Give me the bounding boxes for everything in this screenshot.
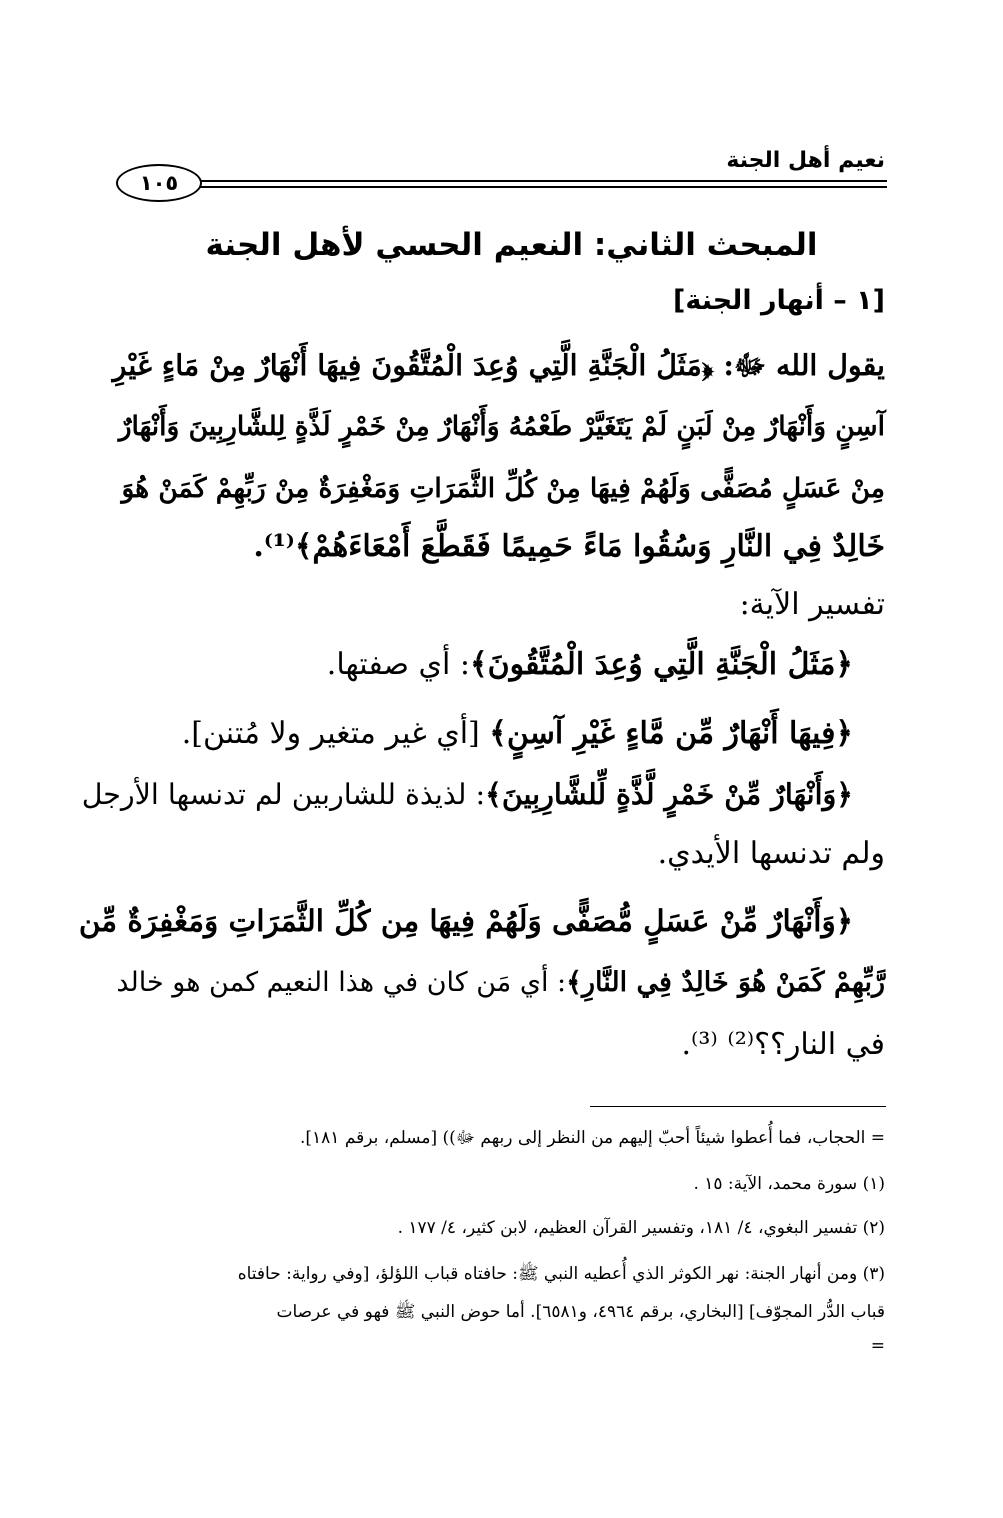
tafsir-label: تفسير الآية:: [739, 587, 885, 622]
verse-line: آسِنٍ وَأَنْهَارٌ مِنْ لَبَنٍ لَمْ يَتَغَيَّرْ طَعْمُهُ وَأَنْهَارٌ مِنْ خَمْرٍ لَذَّةٍ لِلشَّارِبِينَ وَأَنْهَارٌ: [118, 411, 885, 442]
verse-comment: [أي غير متغير ولا مُتنن].: [181, 716, 490, 751]
footnote: (٣) ومن أنهار الجنة: نهر الكوثر الذي أُعطيه النبي ﷺ: حافتاه قباب اللؤلؤ، [وفي رواية: حافتاه: [237, 1264, 885, 1284]
verse-quote: ﴿مَثَلُ الْجَنَّةِ الَّتِي وُعِدَ الْمُتَّقُونَ﴾: [470, 647, 853, 682]
verse-comment: : أي مَن كان في هذا النعيم كمن هو خالد: [116, 967, 567, 998]
verse-line: ﴿وَأَنْهَارٌ مِّنْ عَسَلٍ مُّصَفًّى وَلَهُمْ فِيهَا مِن كُلِّ الثَّمَرَاتِ وَمَغْفِرَةٌ مِّن: [78, 903, 853, 938]
running-title: نعيم أهل الجنة: [726, 148, 885, 173]
verse-comment: : لذيذة للشاربين لم تدنسها الأرجل: [81, 778, 486, 811]
footnote-rule: [590, 1106, 886, 1107]
verse-quote: ﴿وَأَنْهَارٌ مِّنْ خَمْرٍ لَّذَّةٍ لِّلشَّارِبِينَ﴾: [485, 777, 853, 811]
tafsir-entry: [182, 703, 853, 765]
page-number-badge: [116, 164, 202, 202]
verse-quote: ﴿فِيهَا أَنْهَارٌ مِّن مَّاءٍ غَيْرِ آسِنٍ﴾: [489, 716, 853, 751]
verse-comment-continuation: ولم تدنسها الأيدي.: [657, 836, 885, 871]
header-rule: [196, 186, 887, 188]
section-heading: المبحث الثاني: النعيم الحسي لأهل الجنة: [205, 227, 818, 263]
verse-comment: : أي صفتها.: [326, 647, 470, 682]
header-rule: [196, 180, 887, 182]
footnote: قباب الدُّر المجوّف] [البخاري، برقم ٤٩٦٤، و٦٥٨١]. أما حوض النبي ﷺ فهو في عرصات: [276, 1302, 885, 1322]
verse-line: مِنْ عَسَلٍ مُصَفًّى وَلَهُمْ فِيهَا مِنْ كُلِّ الثَّمَرَاتِ وَمَغْفِرَةٌ مِنْ رَبِّهِمْ كَمَنْ هُوَ: [121, 473, 885, 504]
tafsir-entry: [82, 763, 853, 826]
footnote: (١) سورة محمد، الآية: ١٥ .: [693, 1174, 885, 1194]
verse-line: يقول الله ﷻ: ﴿مَثَلُ الْجَنَّةِ الَّتِي وُعِدَ الْمُتَّقُونَ فِيهَا أَنْهَارٌ مِنْ مَاءٍ غَيْرِ: [112, 348, 885, 382]
verse-line: خَالِدٌ فِي النَّارِ وَسُقُوا مَاءً حَمِيمًا فَقَطَّعَ أَمْعَاءَهُمْ﴾⁽¹⁾.: [253, 529, 885, 564]
subsection-heading: [١ – أنهار الجنة]: [672, 285, 885, 316]
footnote: (٢) تفسير البغوي، ٤/ ١٨١، وتفسير القرآن العظيم، لابن كثير، ٤/ ١٧٧ .: [397, 1218, 885, 1238]
page-number: ١٠٥: [139, 171, 179, 195]
tafsir-entry: [116, 952, 885, 1014]
verse-quote: رَّبِّهِمْ كَمَنْ هُوَ خَالِدٌ فِي النَّارِ﴾: [566, 967, 885, 998]
verse-comment-continuation: في النار؟؟⁽²⁾ ⁽³⁾.: [681, 1027, 885, 1062]
footnote-carryover: = الحجاب، فما أُعطوا شيئاً أحبّ إليهم من النظر إلى ربهم ﷻ)) [مسلم، برقم ١٨١].: [299, 1128, 885, 1148]
footnote-continue-mark: =: [870, 1336, 885, 1356]
tafsir-entry: [327, 634, 853, 696]
